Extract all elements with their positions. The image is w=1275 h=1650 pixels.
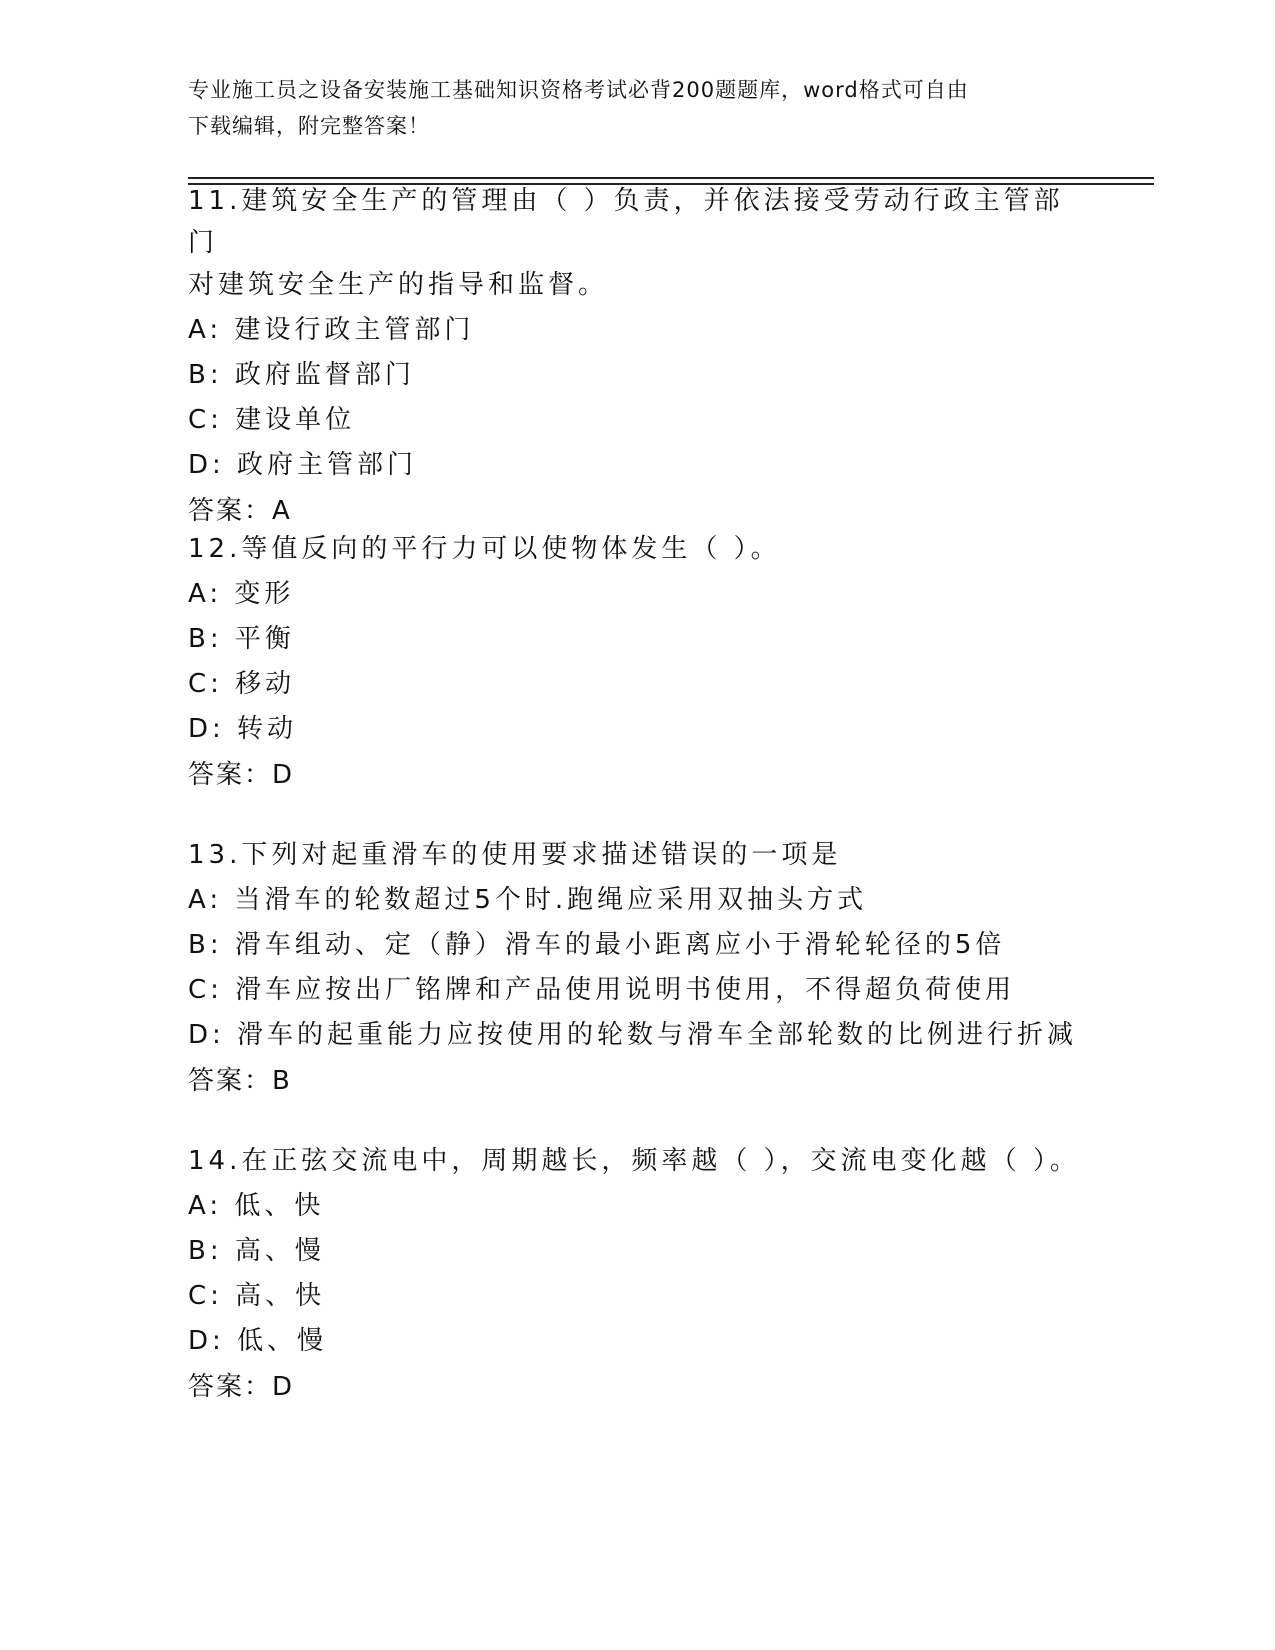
option-c: C: 滑车应按出厂铭牌和产品使用说明书使用，不得超负荷使用 xyxy=(188,975,1016,1005)
option-b: B: 高、慢 xyxy=(188,1236,325,1266)
question-12 xyxy=(188,528,1088,798)
header-line-2: 下载编辑，附完整答案！ xyxy=(188,114,430,138)
option-a: A: 建设行政主管部门 xyxy=(188,315,475,345)
question-stem xyxy=(188,528,1088,570)
question-13 xyxy=(188,834,1088,1104)
question-11 xyxy=(188,180,1088,534)
option-a: A: 变形 xyxy=(188,579,295,609)
option-d: D: 转动 xyxy=(188,714,298,744)
option-d: D: 政府主管部门 xyxy=(188,450,418,480)
header-divider-top xyxy=(188,177,1154,179)
option-c: C: 建设单位 xyxy=(188,405,356,435)
option-d: D: 滑车的起重能力应按使用的轮数与滑车全部轮数的比例进行折减 xyxy=(188,1020,1078,1050)
answer: 答案：A xyxy=(188,496,292,526)
answer: 答案：D xyxy=(188,1372,295,1402)
question-stem-line-2: 对建筑安全生产的指导和监督。 xyxy=(188,270,609,300)
question-14 xyxy=(188,1140,1088,1410)
document-header xyxy=(188,72,1068,144)
question-stem xyxy=(188,180,1088,306)
question-stem-line-1: 11.建筑安全生产的管理由（ ）负责，并依法接受劳动行政主管部门 xyxy=(188,186,1064,258)
question-stem xyxy=(188,834,1088,876)
question-stem-line-1: 12.等值反向的平行力可以使物体发生（ ）。 xyxy=(188,534,781,564)
option-b: B: 平衡 xyxy=(188,624,295,654)
option-d: D: 低、慢 xyxy=(188,1326,328,1356)
answer: 答案：D xyxy=(188,760,295,790)
option-b: B: 政府监督部门 xyxy=(188,360,415,390)
header-line-1: 专业施工员之设备安装施工基础知识资格考试必背200题题库，word格式可自由 xyxy=(188,78,969,102)
question-stem-line-1: 13.下列对起重滑车的使用要求描述错误的一项是 xyxy=(188,840,842,870)
question-stem-line-1: 14.在正弦交流电中，周期越长，频率越（ ），交流电变化越（ ）。 xyxy=(188,1146,1080,1176)
option-a: A: 低、快 xyxy=(188,1191,325,1221)
question-stem xyxy=(188,1140,1088,1182)
option-a: A: 当滑车的轮数超过5个时.跑绳应采用双抽头方式 xyxy=(188,885,868,915)
option-b: B: 滑车组动、定（静）滑车的最小距离应小于滑轮轮径的5倍 xyxy=(188,930,1006,960)
answer: 答案：B xyxy=(188,1066,292,1096)
option-c: C: 高、快 xyxy=(188,1281,326,1311)
option-c: C: 移动 xyxy=(188,669,296,699)
